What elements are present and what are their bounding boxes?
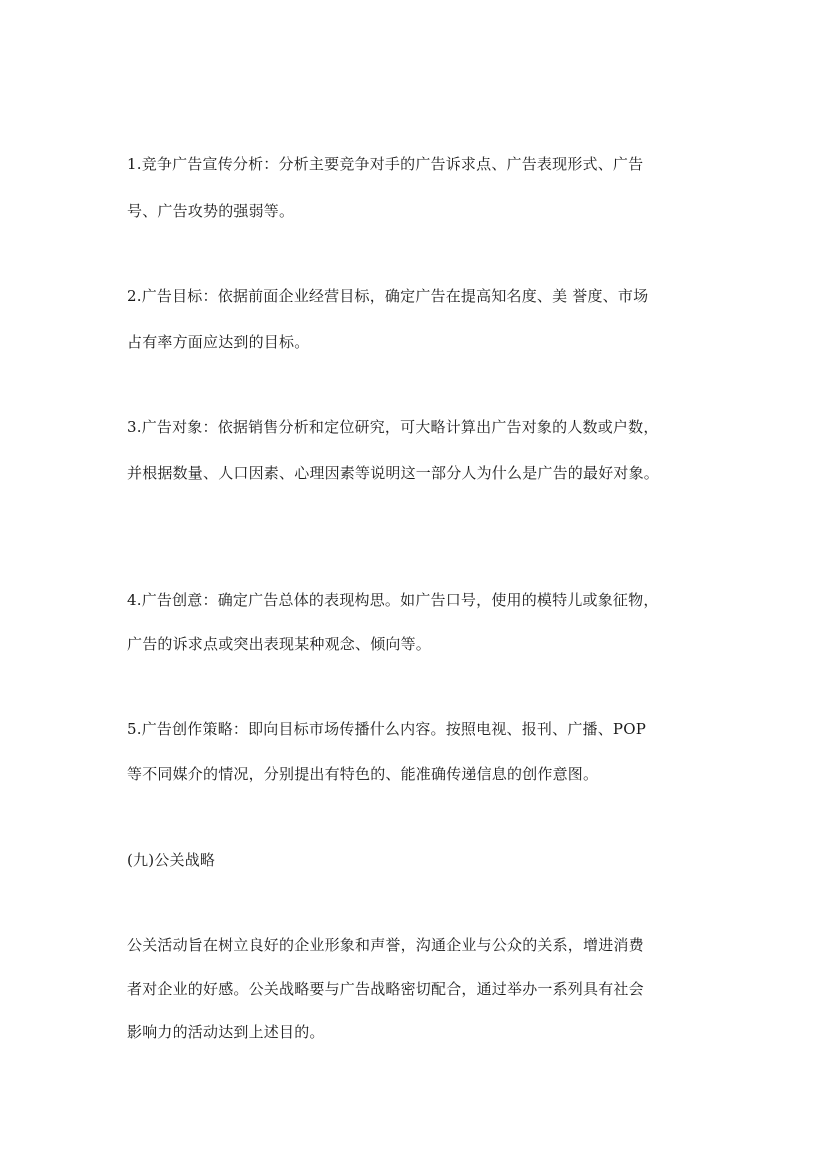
paragraph-6-line-1: 公关活动旨在树立良好的企业形象和声誉，沟通企业与公众的关系，增进消费 xyxy=(127,936,644,954)
section-heading: (九)公关战略 xyxy=(127,851,216,869)
paragraph-6-line-2: 者对企业的好感。公关战略要与广告战略密切配合，通过举办一系列具有社会 xyxy=(127,980,644,998)
paragraph-3-line-1: 3.广告对象：依据销售分析和定位研究，可大略计算出广告对象的人数或户数， xyxy=(127,418,659,436)
paragraph-2-line-2: 占有率方面应达到的目标。 xyxy=(127,333,310,351)
paragraph-1-line-2: 号、广告攻势的强弱等。 xyxy=(127,202,295,220)
paragraph-4-line-1: 4.广告创意：确定广告总体的表现构思。如广告口号，使用的模特儿或象征物， xyxy=(127,591,659,609)
paragraph-5-line-1: 5.广告创作策略：即向目标市场传播什么内容。按照电视、报刊、广播、POP xyxy=(127,720,646,738)
paragraph-6-line-3: 影响力的活动达到上述目的。 xyxy=(127,1023,325,1041)
paragraph-3-line-2: 并根据数量、人口因素、心理因素等说明这一部分人为什么是广告的最好对象。 xyxy=(127,464,660,482)
paragraph-5-line-2: 等不同媒介的情况，分别提出有特色的、能准确传递信息的创作意图。 xyxy=(127,765,599,783)
paragraph-4-line-2: 广告的诉求点或突出表现某种观念、倾向等。 xyxy=(127,635,432,653)
paragraph-1-line-1: 1.竞争广告宣传分析：分析主要竞争对手的广告诉求点、广告表现形式、广告 xyxy=(127,155,644,173)
paragraph-2-line-1: 2.广告目标：依据前面企业经营目标，确定广告在提高知名度、美 誉度、市场 xyxy=(127,287,649,305)
